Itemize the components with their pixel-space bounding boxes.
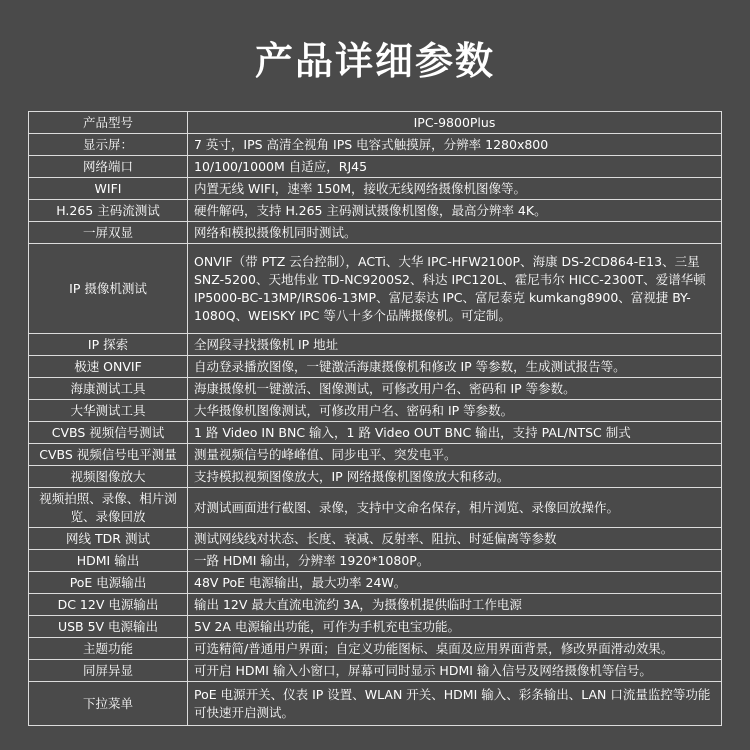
spec-value: ONVIF（带 PTZ 云台控制），ACTi、大华 IPC-HFW2100P、海康 DS-2CD864-E13、三星 SNZ-5200、天地伟业 TD-NC9200S2、科达 IPC120L、霍尼韦尔 HICC-2300T、爱谱华顿 IP5000-BC-13MP/IRS06-13MP、富尼泰达 IPC、富尼泰克 kumkang8900、富视捷 BY-1080Q、WEISKY IPC 等八十多个品牌摄像机。可定制。 xyxy=(188,244,722,334)
spec-row xyxy=(29,178,722,200)
spec-row xyxy=(29,466,722,488)
spec-label: IP 探索 xyxy=(29,334,188,356)
spec-row xyxy=(29,638,722,660)
page-title: 产品详细参数 xyxy=(254,39,495,83)
spec-label: 极速 ONVIF xyxy=(29,356,188,378)
spec-value: 硬件解码，支持 H.265 主码测试摄像机图像，最高分辨率 4K。 xyxy=(188,200,722,222)
spec-label: HDMI 输出 xyxy=(29,550,188,572)
spec-value: 7 英寸，IPS 高清全视角 IPS 电容式触摸屏，分辨率 1280x800 xyxy=(188,134,722,156)
spec-value: 全网段寻找摄像机 IP 地址 xyxy=(188,334,722,356)
spec-row xyxy=(29,422,722,444)
spec-label: 大华测试工具 xyxy=(29,400,188,422)
spec-row xyxy=(29,594,722,616)
spec-value: 自动登录播放图像，一键激活海康摄像机和修改 IP 等参数，生成测试报告等。 xyxy=(188,356,722,378)
spec-row xyxy=(29,134,722,156)
spec-label: IP 摄像机测试 xyxy=(29,244,188,334)
spec-row xyxy=(29,244,722,334)
spec-label: USB 5V 电源输出 xyxy=(29,616,188,638)
spec-row xyxy=(29,660,722,682)
spec-value: 海康摄像机一键激活、图像测试，可修改用户名、密码和 IP 等参数。 xyxy=(188,378,722,400)
spec-label: WIFI xyxy=(29,178,188,200)
spec-label: 网线 TDR 测试 xyxy=(29,528,188,550)
spec-row xyxy=(29,334,722,356)
spec-row xyxy=(29,682,722,726)
spec-value: 测试网线线对状态、长度、衰减、反射率、阻抗、时延偏离等参数 xyxy=(188,528,722,550)
spec-label: 一屏双显 xyxy=(29,222,188,244)
spec-value: 5V 2A 电源输出功能，可作为手机充电宝功能。 xyxy=(188,616,722,638)
spec-value: 网络和模拟摄像机同时测试。 xyxy=(188,222,722,244)
spec-value: 一路 HDMI 输出，分辨率 1920*1080P。 xyxy=(188,550,722,572)
spec-row xyxy=(29,222,722,244)
spec-value: 内置无线 WIFI，速率 150M，接收无线网络摄像机图像等。 xyxy=(188,178,722,200)
spec-value: 可开启 HDMI 输入小窗口，屏幕可同时显示 HDMI 输入信号及网络摄像机等信号。 xyxy=(188,660,722,682)
spec-row xyxy=(29,400,722,422)
spec-label: 产品型号 xyxy=(29,112,188,134)
spec-row xyxy=(29,488,722,528)
spec-label: 海康测试工具 xyxy=(29,378,188,400)
spec-value: PoE 电源开关、仪表 IP 设置、WLAN 开关、HDMI 输入、彩条输出、LAN 口流量监控等功能可快速开启测试。 xyxy=(188,682,722,726)
spec-label: 同屏异显 xyxy=(29,660,188,682)
spec-row xyxy=(29,572,722,594)
spec-value: 对测试画面进行截图、录像，支持中文命名保存，相片浏览、录像回放操作。 xyxy=(188,488,722,528)
spec-value: 大华摄像机图像测试，可修改用户名、密码和 IP 等参数。 xyxy=(188,400,722,422)
spec-label: 主题功能 xyxy=(29,638,188,660)
spec-row xyxy=(29,528,722,550)
spec-label: DC 12V 电源输出 xyxy=(29,594,188,616)
spec-value: 输出 12V 最大直流电流约 3A，为摄像机提供临时工作电源 xyxy=(188,594,722,616)
spec-value: 10/100/1000M 自适应，RJ45 xyxy=(188,156,722,178)
spec-label: PoE 电源输出 xyxy=(29,572,188,594)
spec-label: CVBS 视频信号电平测量 xyxy=(29,444,188,466)
spec-row xyxy=(29,112,722,134)
spec-value: IPC-9800Plus xyxy=(188,112,722,134)
spec-table xyxy=(28,111,722,726)
spec-row xyxy=(29,550,722,572)
spec-row xyxy=(29,378,722,400)
spec-row xyxy=(29,356,722,378)
spec-value: 支持模拟视频图像放大，IP 网络摄像机图像放大和移动。 xyxy=(188,466,722,488)
spec-label: 视频拍照、录像、相片浏览、录像回放 xyxy=(29,488,188,528)
spec-label: 显示屏： xyxy=(29,134,188,156)
spec-label: CVBS 视频信号测试 xyxy=(29,422,188,444)
spec-row xyxy=(29,200,722,222)
spec-value: 可选精简/普通用户界面；自定义功能图标、桌面及应用界面背景，修改界面滑动效果。 xyxy=(188,638,722,660)
spec-label: 视频图像放大 xyxy=(29,466,188,488)
spec-value: 48V PoE 电源输出，最大功率 24W。 xyxy=(188,572,722,594)
spec-label: 网络端口 xyxy=(29,156,188,178)
spec-value: 测量视频信号的峰峰值、同步电平、突发电平。 xyxy=(188,444,722,466)
spec-label: H.265 主码流测试 xyxy=(29,200,188,222)
spec-row xyxy=(29,444,722,466)
spec-value: 1 路 Video IN BNC 输入，1 路 Video OUT BNC 输出，支持 PAL/NTSC 制式 xyxy=(188,422,722,444)
spec-label: 下拉菜单 xyxy=(29,682,188,726)
spec-row xyxy=(29,616,722,638)
spec-row xyxy=(29,156,722,178)
